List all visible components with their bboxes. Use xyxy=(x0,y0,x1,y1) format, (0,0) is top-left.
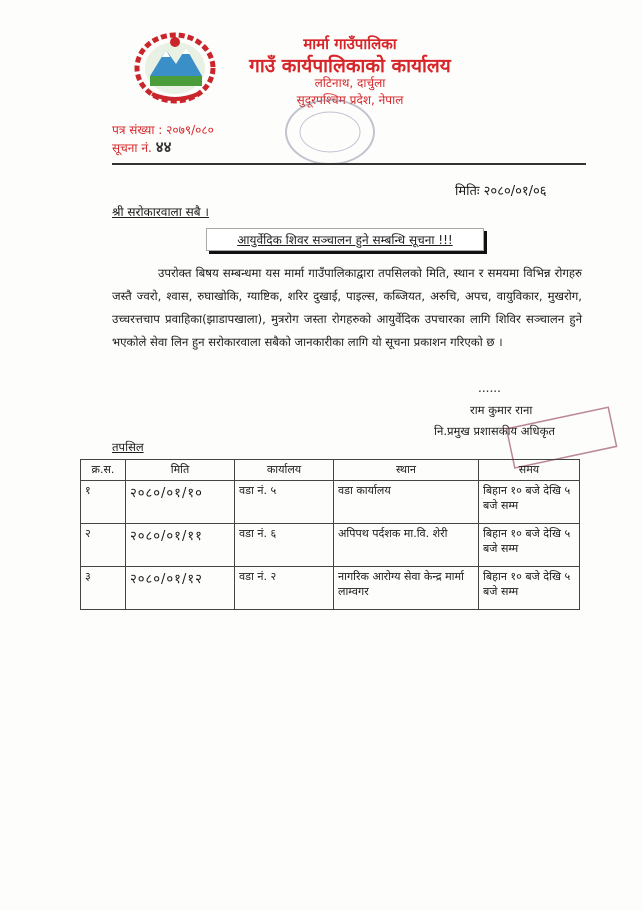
office-name: गाउँ कार्यपालिकाको कार्यालय xyxy=(249,55,451,77)
cell-date: २०८०/०१/११ xyxy=(126,524,235,567)
cell-date: २०८०/०१/१० xyxy=(126,481,235,524)
table-row xyxy=(81,524,580,567)
cell-time: बिहान १० बजे देखि ५ बजे सम्म xyxy=(479,481,580,524)
col-sn: क्र.स. xyxy=(81,460,126,481)
notice-number-value: ४४ xyxy=(155,138,172,156)
table-row xyxy=(81,481,580,524)
cell-place: अपिपथ पर्दशक मा.वि. शेरी xyxy=(334,524,479,567)
signatory-name: राम कुमार राना xyxy=(470,403,533,417)
cell-place: नागरिक आरोग्य सेवा केन्द्र मार्मा लाम्वगर xyxy=(334,567,479,610)
col-date: मिति xyxy=(126,460,235,481)
cell-time: बिहान १० बजे देखि ५ बजे सम्म xyxy=(479,524,580,567)
cell-date: २०८०/०१/१२ xyxy=(126,567,235,610)
cell-time: बिहान १० बजे देखि ५ बजे सम्म xyxy=(479,567,580,610)
cell-sn: १ xyxy=(81,481,126,524)
cell-sn: ३ xyxy=(81,567,126,610)
body-text xyxy=(112,262,582,354)
office-stamp xyxy=(282,97,378,167)
cell-place: वडा कार्यालय xyxy=(334,481,479,524)
notice-number xyxy=(112,137,171,157)
letter-date: मितिः २०८०/०१/०६ xyxy=(455,184,547,199)
municipality-name: मार्मा गाउँपालिका xyxy=(303,35,397,53)
recipient: श्री सरोकारवाला सबै । xyxy=(112,205,209,219)
schedule-table xyxy=(80,459,580,610)
signature: ...... xyxy=(478,381,501,395)
subject: आयुर्वेदिक शिवर सञ्चालन हुने सम्बन्धि सूचना !!! xyxy=(206,228,484,251)
office-address: लटिनाथ, दार्चुला xyxy=(314,76,386,90)
col-office: कार्यालय xyxy=(235,460,334,481)
signatory-designation: नि.प्रमुख प्रशासकीय अधिकृत xyxy=(434,424,555,438)
header-divider xyxy=(112,163,586,165)
table-header-row xyxy=(81,460,580,481)
table-caption: तपसिल xyxy=(112,440,144,454)
col-time: समय xyxy=(479,460,580,481)
office-province: सुदूरपश्चिम प्रदेश, नेपाल xyxy=(296,93,404,107)
letter-number: पत्र संख्या : २०७९/०८० xyxy=(112,123,214,137)
col-place: स्थान xyxy=(334,460,479,481)
body-paragraph: उपरोक्त बिषय सम्बन्धमा यस मार्मा गाउँपालिकाद्वारा तपसिलको मिति, स्थान र समयमा विभिन्न रोगहरु जस्तै ज्वरो, श्वास, रुघाखोकि, ग्याष्टिक, शरिर दुखाई, पाइल्स, कब्जियत, अरुचि, अपच, वायुविकार, मुखरोग, उच्चरत्तचाप प्रवाहिका(झाडापखाला), मुत्ररोग जस्ता रोगहरुको आयुर्वेदिक उपचारका लागि शिविर सञ्चालन हुने भएकोले सेवा लिन हुन सरोकारवाला सबैको जानकारीका लागि यो सूचना प्रकाशन गरिएको छ । xyxy=(112,266,582,349)
cell-sn: २ xyxy=(81,524,126,567)
cell-office: वडा नं. २ xyxy=(235,567,334,610)
table-row xyxy=(81,567,580,610)
cell-office: वडा नं. ५ xyxy=(235,481,334,524)
cell-office: वडा नं. ६ xyxy=(235,524,334,567)
notice-number-label: सूचना नं. xyxy=(112,141,152,155)
